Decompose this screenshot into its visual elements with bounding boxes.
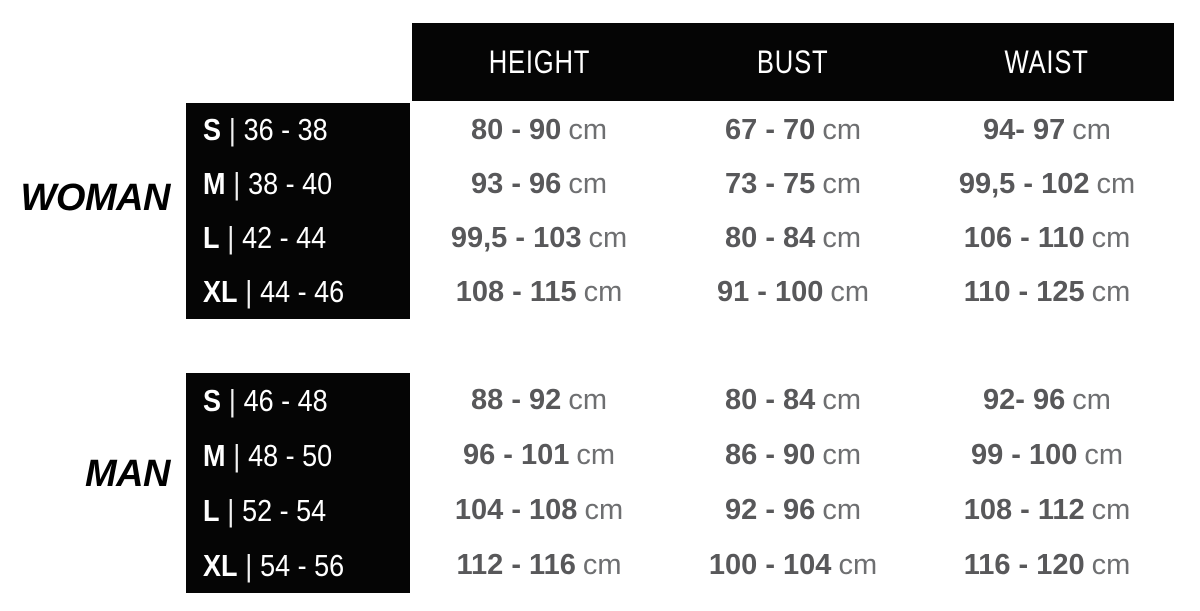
- man-size-row-m: [186, 428, 410, 483]
- size-letter: L: [203, 492, 220, 528]
- waist-value-cell: [920, 211, 1174, 265]
- size-separator: |: [228, 112, 236, 147]
- bust-value-cell: [666, 428, 920, 483]
- man-sizes-box: [186, 373, 410, 593]
- unit-label: cm: [568, 113, 607, 146]
- height-value-cell: [412, 265, 666, 319]
- waist-value: 110 - 125: [963, 275, 1085, 308]
- height-value: 93 - 96: [471, 167, 562, 200]
- man-values-row-l: [412, 483, 1174, 538]
- header-bust: [666, 23, 920, 101]
- man-values-row-s: [412, 373, 1174, 428]
- waist-value-cell: [920, 428, 1174, 483]
- size-letter: M: [203, 166, 226, 201]
- height-value: 104 - 108: [454, 494, 578, 526]
- bust-value: 67 - 70: [725, 113, 816, 146]
- unit-label: cm: [582, 549, 622, 581]
- size-letter: S: [203, 112, 221, 147]
- header-bust-label: BUST: [757, 43, 829, 80]
- size-letter: S: [203, 382, 221, 418]
- unit-label: cm: [822, 439, 861, 471]
- unit-label: cm: [1096, 167, 1136, 200]
- size-letter: XL: [203, 274, 238, 309]
- unit-label: cm: [1084, 439, 1124, 471]
- man-size-row-l: [186, 483, 410, 538]
- unit-label: cm: [1091, 275, 1131, 308]
- woman-values-row-xl: [412, 265, 1174, 319]
- woman-sizes-box: [186, 103, 410, 319]
- height-value-cell: [412, 428, 666, 483]
- unit-label: cm: [588, 221, 628, 254]
- man-group-label: MAN: [84, 453, 170, 495]
- bust-value: 86 - 90: [725, 439, 816, 471]
- unit-label: cm: [822, 113, 861, 146]
- waist-value: 106 - 110: [963, 221, 1085, 254]
- eu-size-range: 48 - 50: [248, 437, 333, 473]
- unit-label: cm: [568, 167, 607, 200]
- header-waist-label: WAIST: [1004, 43, 1090, 80]
- bust-value-cell: [666, 265, 920, 319]
- size-letter: L: [203, 220, 220, 255]
- measurements-header: [412, 23, 1174, 101]
- size-separator: |: [233, 166, 241, 201]
- bust-value: 80 - 84: [725, 221, 816, 254]
- size-separator: |: [228, 382, 236, 418]
- height-value: 99,5 - 103: [450, 221, 582, 254]
- bust-value-cell: [666, 373, 920, 428]
- height-value-cell: [412, 157, 666, 211]
- bust-value-cell: [666, 103, 920, 157]
- unit-label: cm: [822, 384, 861, 416]
- waist-value-cell: [920, 483, 1174, 538]
- size-separator: |: [227, 220, 235, 255]
- height-value: 112 - 116: [456, 549, 576, 581]
- height-value: 108 - 115: [455, 275, 577, 308]
- waist-value: 108 - 112: [963, 494, 1085, 526]
- unit-label: cm: [1091, 494, 1131, 526]
- size-separator: |: [233, 437, 241, 473]
- woman-values-row-s: [412, 103, 1174, 157]
- size-separator: |: [245, 547, 253, 583]
- unit-label: cm: [583, 275, 623, 308]
- man-size-row-s: [186, 373, 410, 428]
- eu-size-range: 42 - 44: [242, 220, 327, 255]
- man-size-row-xl: [186, 538, 410, 593]
- woman-size-row-l: [186, 211, 410, 265]
- man-values-row-xl: [412, 538, 1174, 593]
- waist-value: 94- 97: [983, 113, 1066, 146]
- height-value-cell: [412, 103, 666, 157]
- woman-size-row-m: [186, 157, 410, 211]
- bust-value: 80 - 84: [725, 384, 816, 416]
- height-value: 88 - 92: [471, 384, 562, 416]
- unit-label: cm: [584, 494, 624, 526]
- waist-value-cell: [920, 103, 1174, 157]
- unit-label: cm: [822, 494, 861, 526]
- waist-value: 99 - 100: [970, 439, 1078, 471]
- unit-label: cm: [822, 167, 861, 200]
- eu-size-range: 46 - 48: [243, 382, 328, 418]
- height-value-cell: [412, 483, 666, 538]
- bust-value-cell: [666, 211, 920, 265]
- bust-value-cell: [666, 483, 920, 538]
- bust-value-cell: [666, 157, 920, 211]
- waist-value-cell: [920, 265, 1174, 319]
- unit-label: cm: [1072, 384, 1111, 416]
- height-value: 80 - 90: [471, 113, 562, 146]
- unit-label: cm: [1091, 549, 1131, 581]
- unit-label: cm: [1072, 113, 1111, 146]
- header-waist: [920, 23, 1174, 101]
- header-height: [412, 23, 666, 101]
- unit-label: cm: [838, 549, 878, 581]
- eu-size-range: 52 - 54: [242, 492, 327, 528]
- height-value-cell: [412, 373, 666, 428]
- height-value-cell: [412, 538, 666, 593]
- height-value: 96 - 101: [462, 439, 570, 471]
- waist-value: 99,5 - 102: [958, 167, 1090, 200]
- unit-label: cm: [822, 221, 861, 254]
- woman-group-label: WOMAN: [20, 177, 170, 219]
- woman-values-row-m: [412, 157, 1174, 211]
- man-values-row-m: [412, 428, 1174, 483]
- size-letter: M: [203, 437, 226, 473]
- man-values-grid: [412, 373, 1174, 593]
- woman-values-grid: [412, 103, 1174, 319]
- woman-size-row-s: [186, 103, 410, 157]
- waist-value-cell: [920, 157, 1174, 211]
- bust-value: 73 - 75: [725, 167, 816, 200]
- size-separator: |: [245, 274, 253, 309]
- bust-value: 100 - 104: [708, 549, 832, 581]
- header-height-label: HEIGHT: [488, 43, 590, 80]
- eu-size-range: 54 - 56: [260, 547, 345, 583]
- bust-value: 92 - 96: [725, 494, 816, 526]
- unit-label: cm: [1091, 221, 1131, 254]
- size-letter: XL: [203, 547, 238, 583]
- woman-size-row-xl: [186, 265, 410, 319]
- unit-label: cm: [830, 275, 870, 308]
- unit-label: cm: [576, 439, 616, 471]
- size-separator: |: [227, 492, 235, 528]
- waist-value-cell: [920, 373, 1174, 428]
- bust-value-cell: [666, 538, 920, 593]
- waist-value-cell: [920, 538, 1174, 593]
- waist-value: 92- 96: [983, 384, 1066, 416]
- unit-label: cm: [568, 384, 607, 416]
- height-value-cell: [412, 211, 666, 265]
- bust-value: 91 - 100: [716, 275, 824, 308]
- eu-size-range: 36 - 38: [243, 112, 328, 147]
- eu-size-range: 44 - 46: [260, 274, 345, 309]
- waist-value: 116 - 120: [963, 549, 1085, 581]
- woman-values-row-l: [412, 211, 1174, 265]
- eu-size-range: 38 - 40: [248, 166, 333, 201]
